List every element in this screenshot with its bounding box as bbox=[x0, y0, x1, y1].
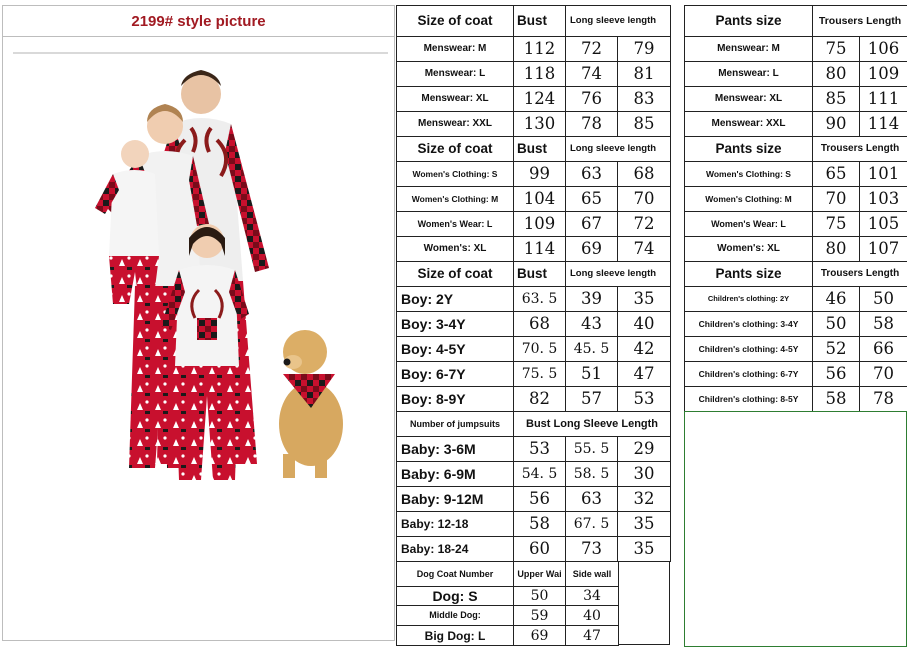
table-row: Menswear: M 112 72 79 bbox=[397, 37, 671, 62]
table-row: Baby: 9-12M 56 63 32 bbox=[397, 487, 671, 512]
long-sleeve-length-header: Long sleeve length bbox=[566, 6, 671, 37]
table-row: Big Dog: L 69 47 bbox=[397, 626, 619, 646]
table-row: Baby: 18-24 60 73 35 bbox=[397, 537, 671, 562]
jumpsuit-size-table bbox=[396, 411, 671, 562]
table-row: Children's clothing: 6-7Y 56 70 bbox=[685, 362, 907, 387]
table-row: Boy: 4-5Y 70. 5 45. 5 42 bbox=[397, 337, 671, 362]
table-row: Women's: XL 114 69 74 bbox=[397, 237, 671, 262]
side-wall-header: Side wall bbox=[566, 562, 619, 587]
table-row: Children's clothing: 2Y 46 50 bbox=[685, 287, 907, 312]
dog-coat-size-table bbox=[396, 561, 619, 646]
table-row: Children's clothing: 3-4Y 50 58 bbox=[685, 312, 907, 337]
table-row: Children's clothing: 8-5Y 58 78 bbox=[685, 387, 907, 412]
table-row: Women's Clothing: M 70 103 bbox=[685, 187, 907, 212]
pants-header-row: Pants size Trousers Length bbox=[685, 262, 907, 287]
title-divider bbox=[13, 52, 388, 54]
style-picture-title: 2199# style picture bbox=[3, 6, 394, 37]
table-row: Baby: 3-6M 53 55. 5 29 bbox=[397, 437, 671, 462]
table-row: Menswear: M 75 106 bbox=[685, 37, 907, 62]
trousers-length-header: Trousers Length bbox=[813, 6, 907, 37]
jumpsuit-header-row bbox=[397, 412, 671, 437]
pants-size-table bbox=[684, 5, 907, 412]
table-row: Menswear: L 80 109 bbox=[685, 62, 907, 87]
table-row: Menswear: L 118 74 81 bbox=[397, 62, 671, 87]
table-row: Menswear: XXL 130 78 85 bbox=[397, 112, 671, 137]
dog-figure bbox=[279, 330, 343, 478]
table-row: Boy: 8-9Y 82 57 53 bbox=[397, 387, 671, 412]
size-of-coat-header: Size of coat bbox=[397, 6, 514, 37]
family-pajama-photo bbox=[43, 56, 363, 486]
table-row: Menswear: XXL 90 114 bbox=[685, 112, 907, 137]
pants-header-row bbox=[685, 6, 907, 37]
empty-cell-block bbox=[618, 561, 670, 645]
table-row: Women's Clothing: S 65 101 bbox=[685, 162, 907, 187]
table-row: Middle Dog: 59 40 bbox=[397, 606, 619, 626]
bust-header: Bust bbox=[514, 6, 566, 37]
dog-coat-number-header: Dog Coat Number bbox=[397, 562, 514, 587]
bust-long-sleeve-length-header: Bust Long Sleeve Length bbox=[514, 412, 671, 437]
table-row: Women's Clothing: M 104 65 70 bbox=[397, 187, 671, 212]
table-row: Women's Wear: L 75 105 bbox=[685, 212, 907, 237]
table-row: Menswear: XL 124 76 83 bbox=[397, 87, 671, 112]
pants-size-header: Pants size bbox=[685, 6, 813, 37]
number-of-jumpsuits-header: Number of jumpsuits bbox=[397, 412, 514, 437]
coat-header-row: Size of coat Bust Long sleeve length bbox=[397, 262, 671, 287]
empty-area bbox=[684, 411, 907, 647]
table-row: Baby: 12-18 58 67. 5 35 bbox=[397, 512, 671, 537]
table-row: Women's Wear: L 109 67 72 bbox=[397, 212, 671, 237]
table-row: Boy: 3-4Y 68 43 40 bbox=[397, 312, 671, 337]
table-row: Women's Clothing: S 99 63 68 bbox=[397, 162, 671, 187]
pants-header-row: Pants size Trousers Length bbox=[685, 137, 907, 162]
upper-waist-header: Upper Wai bbox=[514, 562, 566, 587]
coat-header-row bbox=[397, 6, 671, 37]
table-row: Baby: 6-9M 54. 5 58. 5 30 bbox=[397, 462, 671, 487]
table-row: Boy: 6-7Y 75. 5 51 47 bbox=[397, 362, 671, 387]
coat-size-table bbox=[396, 5, 671, 412]
table-row: Dog: S 50 34 bbox=[397, 587, 619, 606]
photo-panel bbox=[2, 5, 395, 641]
coat-header-row: Size of coat Bust Long sleeve length bbox=[397, 137, 671, 162]
table-row: Women's: XL 80 107 bbox=[685, 237, 907, 262]
table-row: Menswear: XL 85 111 bbox=[685, 87, 907, 112]
dog-header-row bbox=[397, 562, 619, 587]
table-row: Children's clothing: 4-5Y 52 66 bbox=[685, 337, 907, 362]
table-row: Boy: 2Y 63. 5 39 35 bbox=[397, 287, 671, 312]
